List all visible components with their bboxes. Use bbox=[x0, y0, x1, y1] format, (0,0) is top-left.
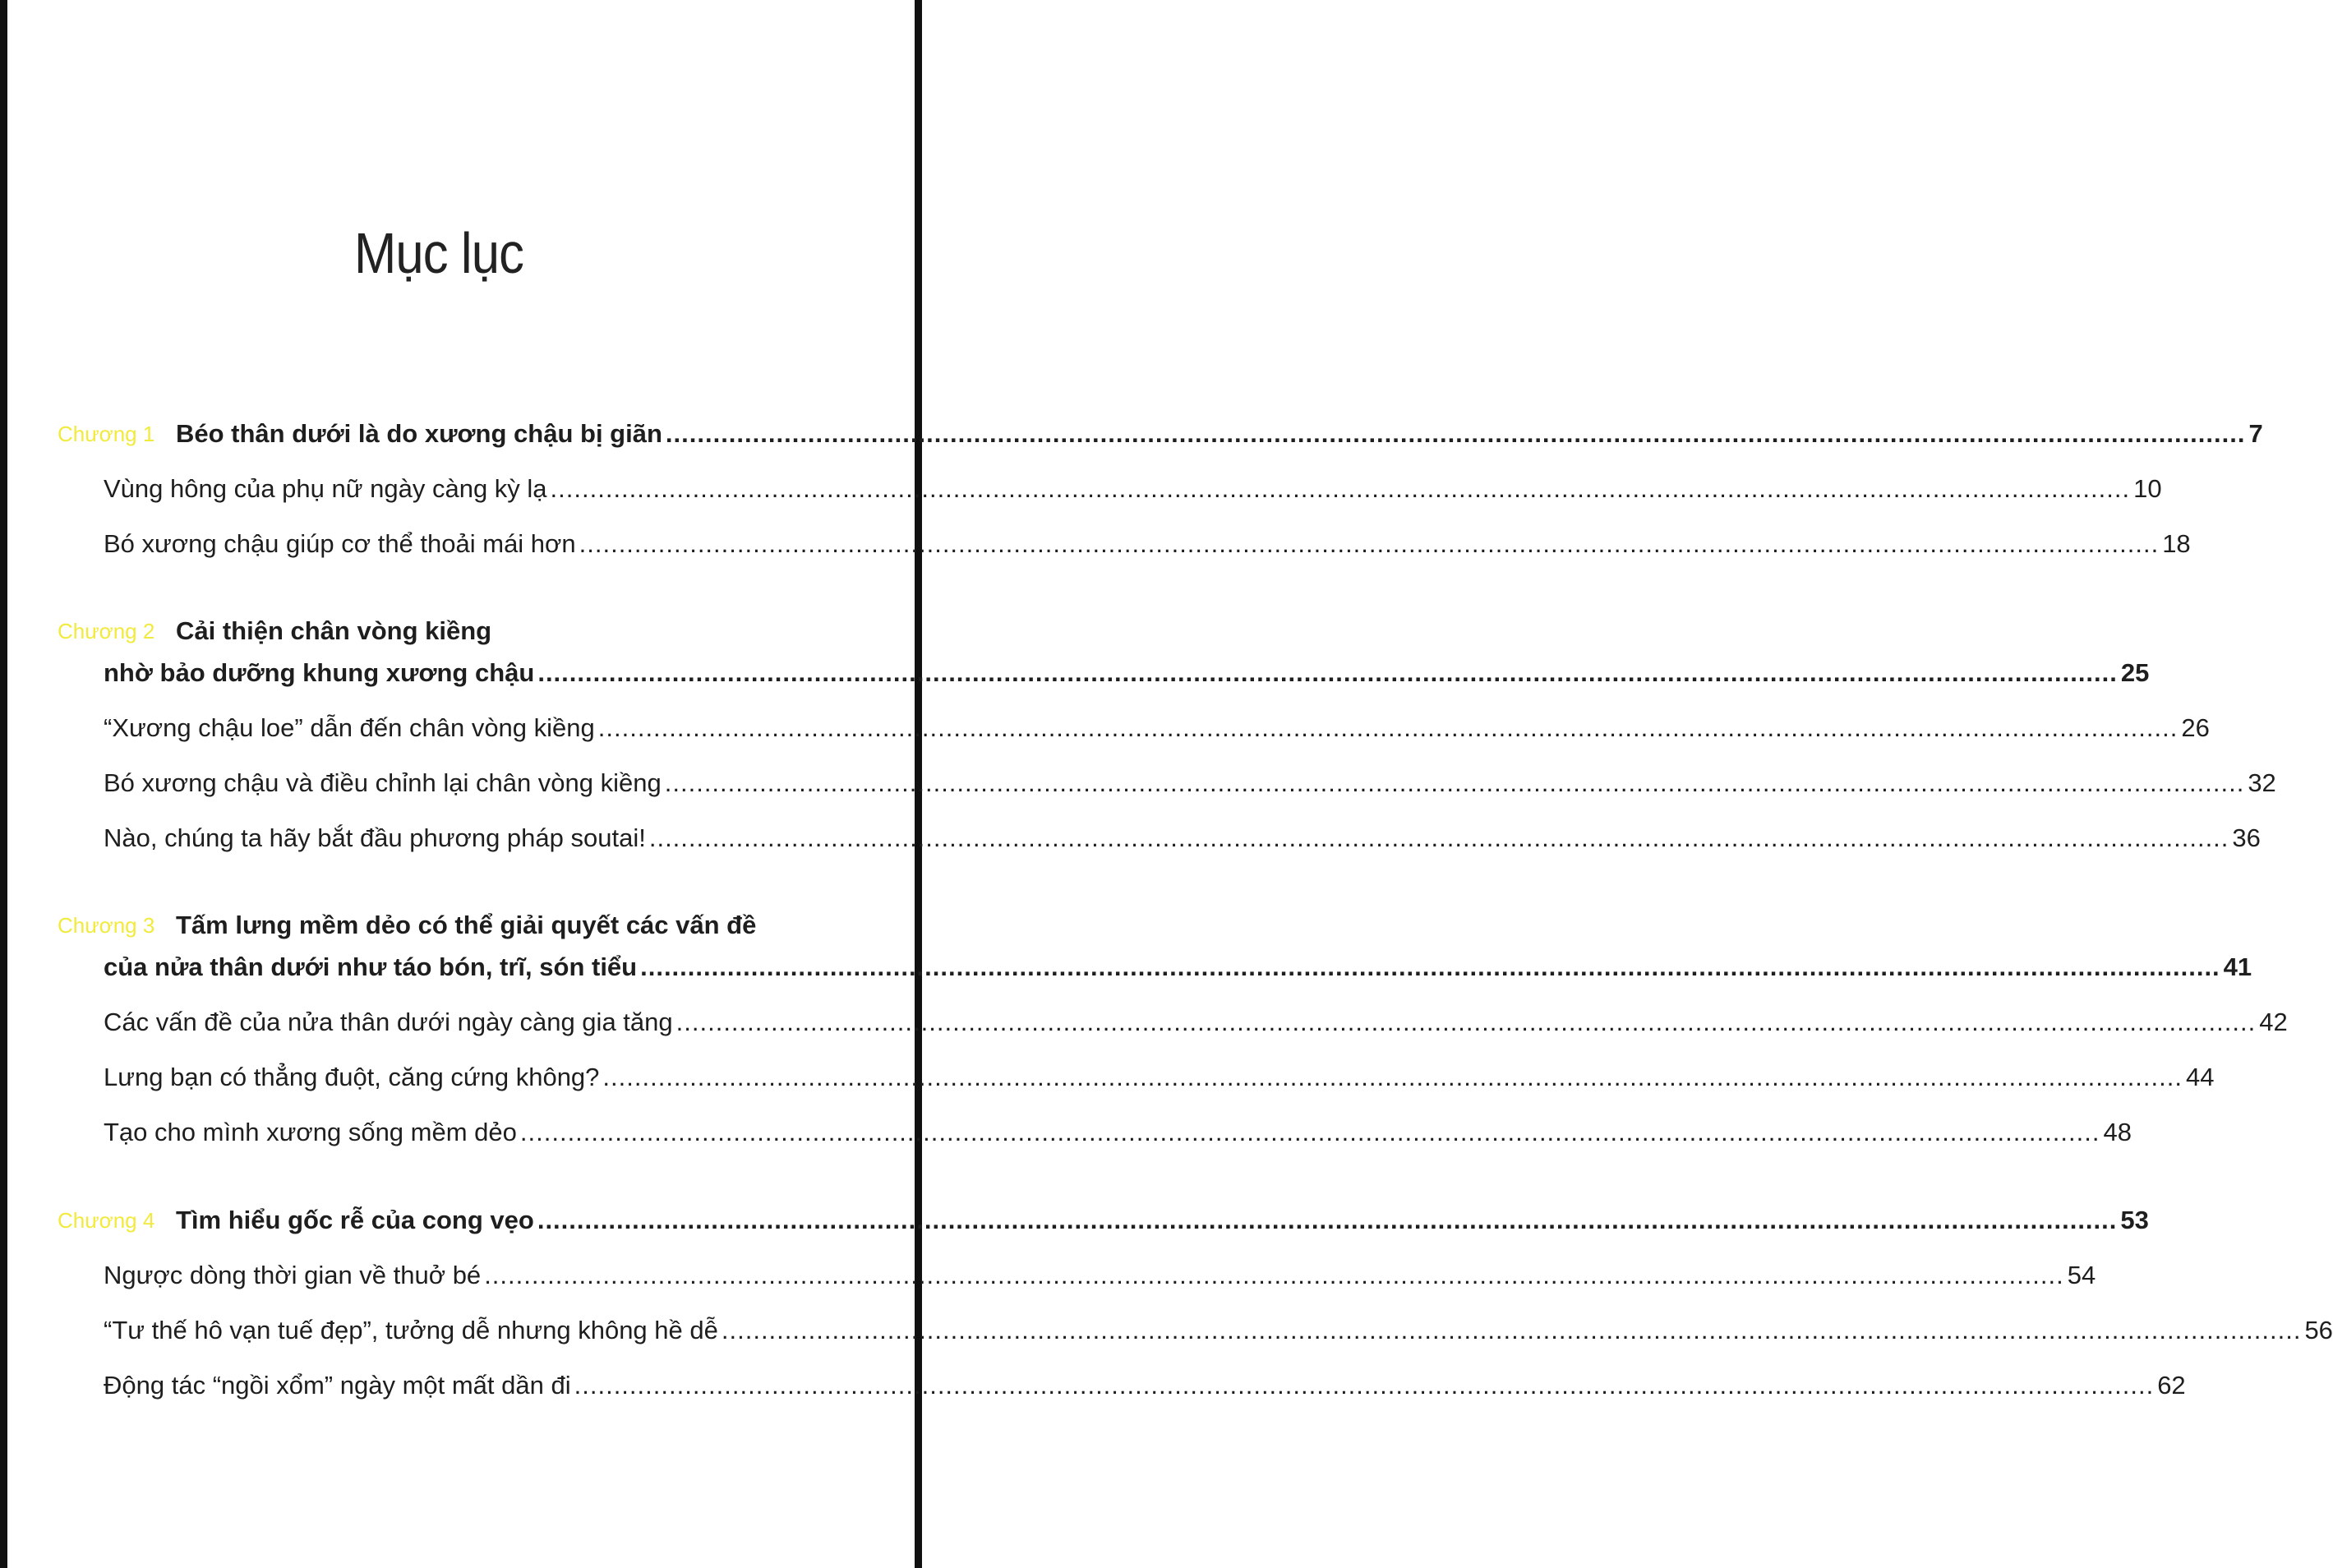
page-number: 26 bbox=[2181, 713, 2210, 742]
page-number: 53 bbox=[2120, 1206, 2149, 1234]
section-title: Vùng hông của phụ nữ ngày càng kỳ lạ bbox=[104, 474, 547, 503]
page-number: 10 bbox=[2133, 474, 2162, 503]
page-number: 62 bbox=[2157, 1371, 2186, 1400]
chapter-label: Chương 1 bbox=[58, 422, 155, 446]
leader-dots: ........................................................................................................................................................................................................ bbox=[664, 768, 2245, 797]
section-entry[interactable] bbox=[104, 1257, 2096, 1294]
section-title: “Tư thế hô vạn tuế đẹp”, tưởng dễ nhưng không hề dễ bbox=[104, 1316, 718, 1344]
leader-dots: ........................................................................................................................................................................................................ bbox=[721, 1316, 2302, 1344]
section-title: Lưng bạn có thẳng đuột, căng cứng không? bbox=[104, 1063, 600, 1091]
chapter-label: Chương 3 bbox=[58, 913, 155, 938]
chapter-entry[interactable] bbox=[104, 655, 2150, 691]
leader-dots: ........................................................................................................................................................................................................ bbox=[640, 952, 2220, 981]
leader-dots: ........................................................................................................................................................................................................ bbox=[597, 713, 2179, 742]
page-number: 56 bbox=[2304, 1316, 2333, 1344]
chapter-title: Tìm hiểu gốc rễ của cong vẹo bbox=[176, 1206, 534, 1234]
leader-dots: ........................................................................................................................................................................................................ bbox=[537, 658, 2118, 687]
leader-dots: ........................................................................................................................................................................................................ bbox=[574, 1371, 2155, 1400]
section-entry[interactable] bbox=[104, 1367, 2186, 1404]
leader-dots: ........................................................................................................................................................................................................ bbox=[579, 529, 2160, 558]
section-title: Các vấn đề của nửa thân dưới ngày càng gia tăng bbox=[104, 1008, 673, 1036]
page-title: Mục lục bbox=[353, 221, 524, 285]
section-entry[interactable] bbox=[104, 1059, 2215, 1095]
chapter-label: Chương 2 bbox=[58, 619, 155, 643]
chapter-title-line2: của nửa thân dưới như táo bón, trĩ, són tiểu bbox=[104, 952, 638, 981]
section-title: Động tác “ngồi xổm” ngày một mất dần đi bbox=[104, 1371, 571, 1400]
section-title: Bó xương chậu giúp cơ thể thoải mái hơn bbox=[104, 529, 576, 558]
page-edge-left bbox=[0, 0, 7, 1568]
section-entry[interactable] bbox=[104, 1114, 2132, 1151]
page-number: 54 bbox=[2067, 1261, 2096, 1289]
leader-dots: ........................................................................................................................................................................................................ bbox=[665, 419, 2246, 448]
page-number: 32 bbox=[2248, 768, 2276, 797]
page-number: 25 bbox=[2120, 658, 2150, 687]
page-number: 36 bbox=[2232, 823, 2261, 852]
chapter-title-line1: Cải thiện chân vòng kiềng bbox=[176, 616, 492, 645]
section-title: “Xương chậu loe” dẫn đến chân vòng kiềng bbox=[104, 713, 595, 742]
chapter-entry[interactable] bbox=[176, 1202, 2149, 1238]
chapter-title: Béo thân dưới là do xương chậu bị giãn bbox=[176, 419, 662, 448]
chapter-label: Chương 4 bbox=[58, 1208, 155, 1233]
leader-dots: ........................................................................................................................................................................................................ bbox=[648, 823, 2229, 852]
page-number: 18 bbox=[2162, 529, 2191, 558]
page-number: 41 bbox=[2223, 952, 2252, 981]
page-number: 7 bbox=[2248, 419, 2263, 448]
section-entry[interactable] bbox=[104, 765, 2276, 801]
section-entry[interactable] bbox=[104, 1004, 2288, 1040]
section-title: Nào, chúng ta hãy bắt đầu phương pháp soutai! bbox=[104, 823, 646, 852]
section-entry[interactable] bbox=[104, 710, 2210, 746]
chapter-title-line1: Tấm lưng mềm dẻo có thể giải quyết các vấn đề bbox=[176, 911, 757, 939]
section-title: Bó xương chậu và điều chỉnh lại chân vòng kiềng bbox=[104, 768, 662, 797]
page-number: 44 bbox=[2185, 1063, 2215, 1091]
chapter-entry[interactable] bbox=[104, 949, 2252, 985]
section-entry[interactable] bbox=[104, 1312, 2333, 1349]
leader-dots: ........................................................................................................................................................................................................ bbox=[675, 1008, 2257, 1036]
leader-dots: ........................................................................................................................................................................................................ bbox=[550, 474, 2131, 503]
chapter-title-line2: nhờ bảo dưỡng khung xương chậu bbox=[104, 658, 535, 687]
section-entry[interactable] bbox=[104, 471, 2162, 507]
leader-dots: ........................................................................................................................................................................................................ bbox=[602, 1063, 2183, 1091]
chapter-entry[interactable] bbox=[176, 416, 2263, 452]
page-number: 48 bbox=[2103, 1118, 2132, 1146]
leader-dots: ........................................................................................................................................................................................................ bbox=[537, 1206, 2118, 1234]
leader-dots: ........................................................................................................................................................................................................ bbox=[519, 1118, 2100, 1146]
section-entry[interactable] bbox=[104, 526, 2191, 562]
section-title: Ngược dòng thời gian về thuở bé bbox=[104, 1261, 482, 1289]
page-number: 42 bbox=[2259, 1008, 2288, 1036]
section-entry[interactable] bbox=[104, 820, 2261, 856]
leader-dots: ........................................................................................................................................................................................................ bbox=[484, 1261, 2064, 1289]
section-title: Tạo cho mình xương sống mềm dẻo bbox=[104, 1118, 517, 1146]
